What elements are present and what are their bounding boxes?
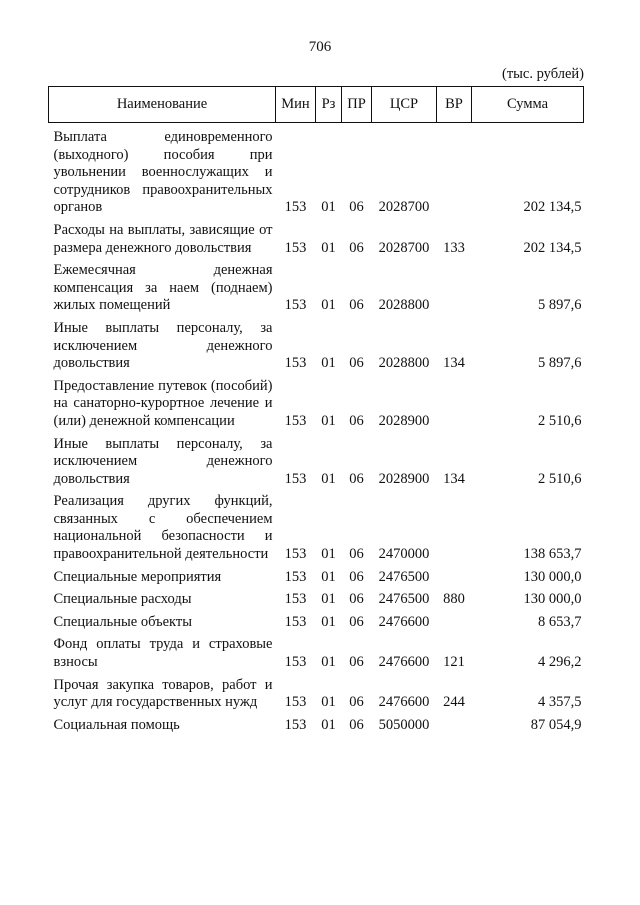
row-csr: 2476600 xyxy=(378,654,430,671)
table-row xyxy=(49,609,584,632)
row-pr: 06 xyxy=(349,355,364,372)
row-name: Предоставление путевок (пособий) на санаторно-курортное лечение и (или) денежной компенсации xyxy=(53,377,273,429)
table-row xyxy=(49,488,584,563)
row-sum: 4 357,5 xyxy=(538,694,582,711)
row-vr: 880 xyxy=(443,591,465,608)
units-label: (тыс. рублей) xyxy=(502,66,584,82)
row-sum: 8 653,7 xyxy=(538,613,582,630)
row-csr: 2028800 xyxy=(378,297,430,314)
row-csr: 2028900 xyxy=(378,470,430,487)
row-rz: 01 xyxy=(321,716,336,733)
row-rz: 01 xyxy=(321,694,336,711)
row-name: Ежемесячная денежная компенсация за наем (поднаем) жилых помещений xyxy=(53,262,273,314)
row-vr xyxy=(437,609,472,632)
header-rz: Рз xyxy=(316,87,342,123)
row-rz: 01 xyxy=(321,412,336,429)
row-vr: 244 xyxy=(443,694,465,711)
row-name: Иные выплаты персоналу, за исключением денежного довольствия xyxy=(53,319,273,372)
row-vr: 121 xyxy=(443,654,465,671)
row-min: 153 xyxy=(284,591,307,608)
row-pr: 06 xyxy=(349,239,364,256)
row-sum: 87 054,9 xyxy=(530,716,582,733)
header-vr: ВР xyxy=(437,87,472,123)
row-sum: 2 510,6 xyxy=(538,412,582,429)
row-rz: 01 xyxy=(321,239,336,256)
row-rz: 01 xyxy=(321,654,336,671)
row-csr: 2476600 xyxy=(378,613,430,630)
header-pr: ПР xyxy=(342,87,372,123)
row-sum: 4 296,2 xyxy=(538,654,582,671)
row-min: 153 xyxy=(284,654,307,671)
row-min: 153 xyxy=(284,239,307,256)
row-min: 153 xyxy=(284,716,307,733)
row-pr: 06 xyxy=(349,654,364,671)
row-sum: 5 897,6 xyxy=(538,355,582,372)
row-rz: 01 xyxy=(321,199,336,216)
table-row xyxy=(49,373,584,431)
table-row xyxy=(49,631,584,671)
row-csr: 2028700 xyxy=(378,239,430,256)
row-name: Социальная помощь xyxy=(53,716,180,733)
row-rz: 01 xyxy=(321,297,336,314)
row-sum: 130 000,0 xyxy=(523,568,582,585)
row-pr: 06 xyxy=(349,470,364,487)
table-row xyxy=(49,431,584,489)
row-csr: 2476600 xyxy=(378,694,430,711)
row-min: 153 xyxy=(284,355,307,372)
row-name: Расходы на выплаты, зависящие от размера денежного довольствия xyxy=(53,221,273,256)
row-sum: 5 897,6 xyxy=(538,297,582,314)
row-csr: 2028800 xyxy=(378,355,430,372)
row-pr: 06 xyxy=(349,591,364,608)
header-min: Мин xyxy=(276,87,316,123)
page-number: 706 xyxy=(308,39,332,55)
row-rz: 01 xyxy=(321,613,336,630)
row-rz: 01 xyxy=(321,546,336,563)
table-row xyxy=(49,712,584,735)
table-header-row xyxy=(49,87,584,123)
table-row xyxy=(49,564,584,587)
header-name: Наименование xyxy=(49,87,276,123)
row-sum: 2 510,6 xyxy=(538,470,582,487)
row-name: Выплата единовременного (выходного) пособия при увольнении военнослужащих и сотрудников правоохранительных органов xyxy=(53,129,273,216)
row-min: 153 xyxy=(284,546,307,563)
row-rz: 01 xyxy=(321,470,336,487)
row-name: Специальные расходы xyxy=(53,591,192,608)
row-min: 153 xyxy=(284,199,307,216)
row-csr: 2028700 xyxy=(378,199,430,216)
row-csr: 2476500 xyxy=(378,591,430,608)
row-vr xyxy=(437,564,472,587)
row-pr: 06 xyxy=(349,199,364,216)
table-row xyxy=(49,123,584,217)
row-min: 153 xyxy=(284,412,307,429)
budget-table xyxy=(48,86,584,734)
row-pr: 06 xyxy=(349,613,364,630)
row-name: Фонд оплаты труда и страховые взносы xyxy=(53,636,273,671)
row-pr: 06 xyxy=(349,297,364,314)
row-vr: 133 xyxy=(443,239,465,256)
row-vr: 134 xyxy=(443,470,465,487)
table-row xyxy=(49,586,584,609)
row-csr: 5050000 xyxy=(378,716,430,733)
row-pr: 06 xyxy=(349,716,364,733)
row-sum: 202 134,5 xyxy=(523,239,582,256)
row-min: 153 xyxy=(284,694,307,711)
row-min: 153 xyxy=(284,297,307,314)
row-name: Прочая закупка товаров, работ и услуг для государственных нужд xyxy=(53,676,273,711)
row-sum: 202 134,5 xyxy=(523,199,582,216)
row-min: 153 xyxy=(284,613,307,630)
table-row xyxy=(49,315,584,373)
row-rz: 01 xyxy=(321,568,336,585)
row-pr: 06 xyxy=(349,568,364,585)
table-row xyxy=(49,257,584,315)
row-pr: 06 xyxy=(349,694,364,711)
row-csr: 2476500 xyxy=(378,568,430,585)
row-pr: 06 xyxy=(349,546,364,563)
row-csr: 2028900 xyxy=(378,412,430,429)
row-rz: 01 xyxy=(321,591,336,608)
row-vr xyxy=(437,712,472,735)
row-vr xyxy=(437,123,472,217)
header-sum: Сумма xyxy=(472,87,584,123)
header-csr: ЦСР xyxy=(372,87,437,123)
table-row xyxy=(49,672,584,712)
row-min: 153 xyxy=(284,470,307,487)
row-pr: 06 xyxy=(349,412,364,429)
row-name: Специальные объекты xyxy=(53,613,192,630)
row-vr xyxy=(437,373,472,431)
row-csr: 2470000 xyxy=(378,546,430,563)
row-vr xyxy=(437,257,472,315)
row-rz: 01 xyxy=(321,355,336,372)
row-min: 153 xyxy=(284,568,307,585)
row-vr: 134 xyxy=(443,355,465,372)
row-name: Реализация других функций, связанных с обеспечением национальной безопасности и правоохранительной деятельности xyxy=(53,493,273,563)
row-sum: 138 653,7 xyxy=(523,546,582,563)
row-vr xyxy=(437,488,472,563)
row-sum: 130 000,0 xyxy=(523,591,582,608)
row-name: Специальные мероприятия xyxy=(53,568,222,585)
table-row xyxy=(49,217,584,257)
row-name: Иные выплаты персоналу, за исключением денежного довольствия xyxy=(53,435,273,487)
